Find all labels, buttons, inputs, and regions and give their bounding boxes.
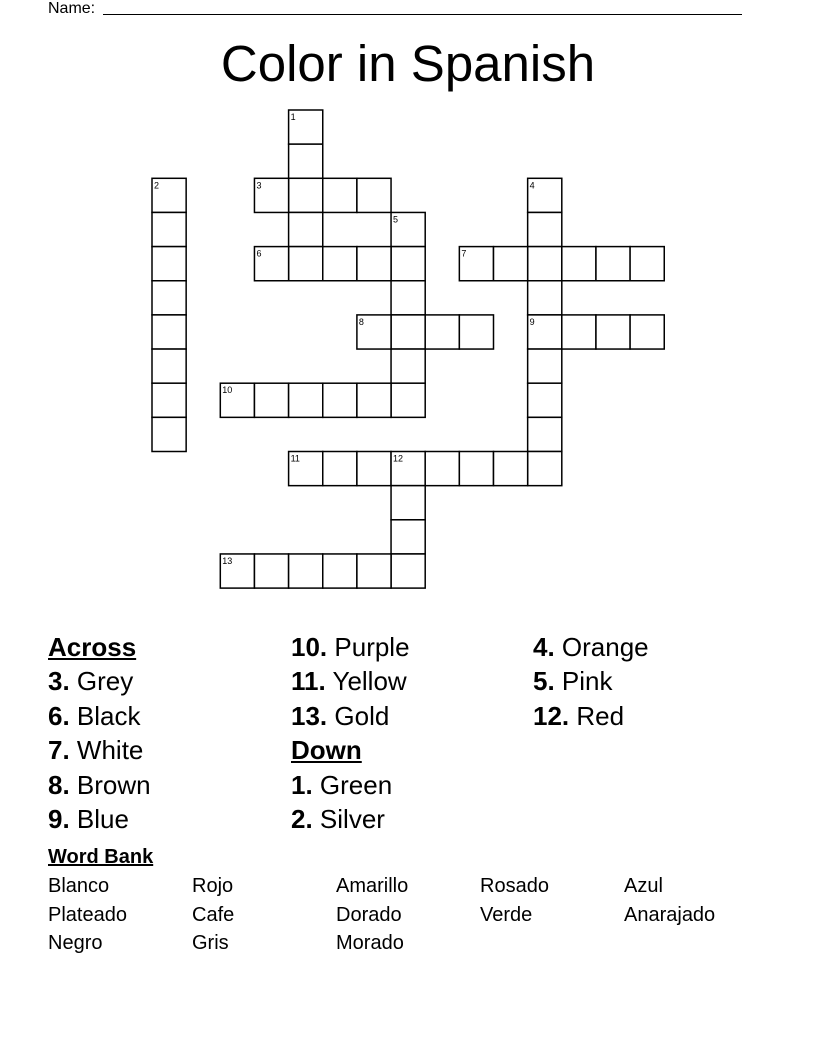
grid-cell[interactable] — [528, 383, 562, 417]
clue-text: Purple — [334, 632, 410, 662]
grid-cell[interactable] — [528, 349, 562, 383]
clue-text: Green — [319, 769, 393, 800]
clue-number: 4. — [533, 632, 555, 662]
grid-cell[interactable] — [596, 315, 630, 349]
grid-cell[interactable] — [391, 349, 425, 383]
grid-cell[interactable] — [323, 452, 357, 486]
clue-number: 8. — [48, 769, 70, 800]
grid-cell[interactable] — [289, 383, 323, 417]
clue-text: Gold — [334, 700, 390, 731]
clue-text: Grey — [76, 666, 134, 697]
word-bank-item: Dorado — [336, 903, 402, 926]
grid-cell[interactable] — [152, 349, 186, 383]
grid-cell[interactable] — [323, 383, 357, 417]
grid-cell[interactable] — [459, 315, 493, 349]
cell-number: 2 — [154, 180, 160, 191]
grid-cell[interactable] — [323, 554, 357, 588]
grid-cell[interactable] — [596, 247, 630, 281]
grid-cell[interactable] — [562, 247, 596, 281]
cell-number: 4 — [529, 180, 535, 191]
clue-item — [48, 802, 151, 836]
clue-number: 10. — [291, 632, 328, 662]
word-bank-item: Anarajado — [624, 903, 716, 926]
cell-number: 9 — [529, 316, 535, 327]
grid-cell[interactable] — [152, 417, 186, 451]
cell-number: 11 — [290, 453, 300, 464]
clue-item — [291, 802, 410, 836]
word-bank-item: Cafe — [192, 903, 235, 926]
grid-cell[interactable] — [357, 452, 391, 486]
clue-number: 2. — [291, 804, 313, 835]
clue-number: 13. — [291, 700, 328, 731]
cell-number: 5 — [393, 214, 399, 225]
cell-number: 7 — [461, 248, 467, 259]
grid-cell[interactable] — [357, 383, 391, 417]
grid-cell[interactable] — [391, 486, 425, 520]
grid-cell[interactable] — [391, 520, 425, 554]
grid-cell[interactable] — [494, 247, 528, 281]
clue-number: 9. — [48, 804, 70, 835]
grid-cell[interactable] — [630, 315, 664, 349]
clue-text: Blue — [76, 804, 129, 835]
grid-cell[interactable] — [289, 247, 323, 281]
grid-cell[interactable] — [528, 281, 562, 315]
clue-item — [291, 630, 410, 664]
cell-number: 12 — [393, 453, 404, 464]
clue-item — [533, 699, 649, 733]
grid-cell[interactable] — [391, 247, 425, 281]
word-bank-item: Amarillo — [336, 875, 409, 897]
word-bank-item: Azul — [624, 875, 663, 897]
grid-cell[interactable] — [425, 315, 459, 349]
clue-number: 6. — [48, 700, 70, 731]
grid-cell[interactable] — [528, 452, 562, 486]
clue-text: White — [76, 735, 144, 766]
cell-number: 6 — [256, 248, 262, 259]
clue-item — [291, 664, 410, 698]
grid-cell[interactable] — [289, 212, 323, 246]
grid-cell[interactable] — [494, 452, 528, 486]
grid-cell[interactable] — [391, 554, 425, 588]
clue-text: Black — [76, 700, 141, 731]
grid-cell[interactable] — [152, 247, 186, 281]
clue-heading: Down — [291, 735, 362, 766]
clue-item — [48, 733, 151, 767]
clue-text: Yellow — [332, 666, 407, 697]
grid-cell[interactable] — [562, 315, 596, 349]
clue-text: Orange — [561, 632, 649, 662]
clue-item — [48, 768, 151, 802]
word-bank-item: Verde — [480, 903, 533, 926]
clue-number: 12. — [533, 700, 570, 731]
grid-cell[interactable] — [289, 144, 323, 178]
clue-heading: Across — [48, 632, 137, 662]
clue-item — [533, 630, 649, 664]
grid-cell[interactable] — [152, 212, 186, 246]
grid-cell[interactable] — [391, 281, 425, 315]
clue-item — [48, 699, 151, 733]
word-bank-item: Blanco — [48, 875, 110, 897]
word-bank — [48, 872, 768, 958]
grid-cell[interactable] — [528, 247, 562, 281]
page-title: Color in Spanish — [220, 35, 596, 92]
grid-cell[interactable] — [425, 452, 459, 486]
clue-text: Pink — [561, 666, 613, 697]
grid-cell[interactable] — [630, 247, 664, 281]
grid-cell[interactable] — [323, 178, 357, 212]
cell-number: 1 — [290, 112, 296, 122]
grid-cell[interactable] — [323, 247, 357, 281]
grid-cell[interactable] — [254, 554, 288, 588]
word-bank-title: Word Bank — [48, 846, 154, 868]
grid-cell[interactable] — [289, 554, 323, 588]
clue-number: 1. — [291, 769, 313, 800]
grid-cell[interactable] — [152, 383, 186, 417]
word-bank-item: Rosado — [480, 875, 549, 897]
word-bank-item: Negro — [48, 932, 103, 954]
grid-cell[interactable] — [459, 452, 493, 486]
grid-cell[interactable] — [152, 281, 186, 315]
grid-cell[interactable] — [289, 178, 323, 212]
clue-column-1 — [48, 630, 151, 836]
clue-item — [291, 768, 410, 802]
grid-cell[interactable] — [357, 554, 391, 588]
clue-item — [291, 699, 410, 733]
cell-number: 13 — [222, 555, 233, 566]
clue-number: 3. — [48, 666, 70, 697]
cell-number: 8 — [358, 316, 364, 327]
cell-number: 3 — [256, 180, 262, 191]
clue-number: 7. — [48, 735, 70, 766]
cell-number: 10 — [222, 385, 233, 396]
grid-cell[interactable] — [152, 315, 186, 349]
clue-column-3 — [533, 630, 649, 733]
clue-number: 5. — [533, 666, 555, 697]
name-label: Name: — [48, 0, 96, 17]
clue-text: Brown — [76, 769, 151, 800]
grid-cell[interactable] — [528, 212, 562, 246]
word-bank-item: Rojo — [192, 875, 234, 897]
grid-cell[interactable] — [391, 383, 425, 417]
grid-cell[interactable] — [357, 247, 391, 281]
clue-number: 11. — [291, 666, 326, 697]
clue-column-2 — [291, 630, 410, 836]
grid-cell[interactable] — [357, 178, 391, 212]
word-bank-item: Morado — [336, 932, 404, 954]
word-bank-item: Plateado — [48, 903, 127, 926]
grid-cell[interactable] — [528, 417, 562, 451]
grid-cell[interactable] — [391, 315, 425, 349]
clue-item — [533, 664, 649, 698]
word-bank-item: Gris — [192, 932, 229, 954]
clue-item — [48, 664, 151, 698]
clue-text: Silver — [319, 804, 385, 835]
clue-text: Red — [576, 700, 625, 731]
grid-cell[interactable] — [254, 383, 288, 417]
